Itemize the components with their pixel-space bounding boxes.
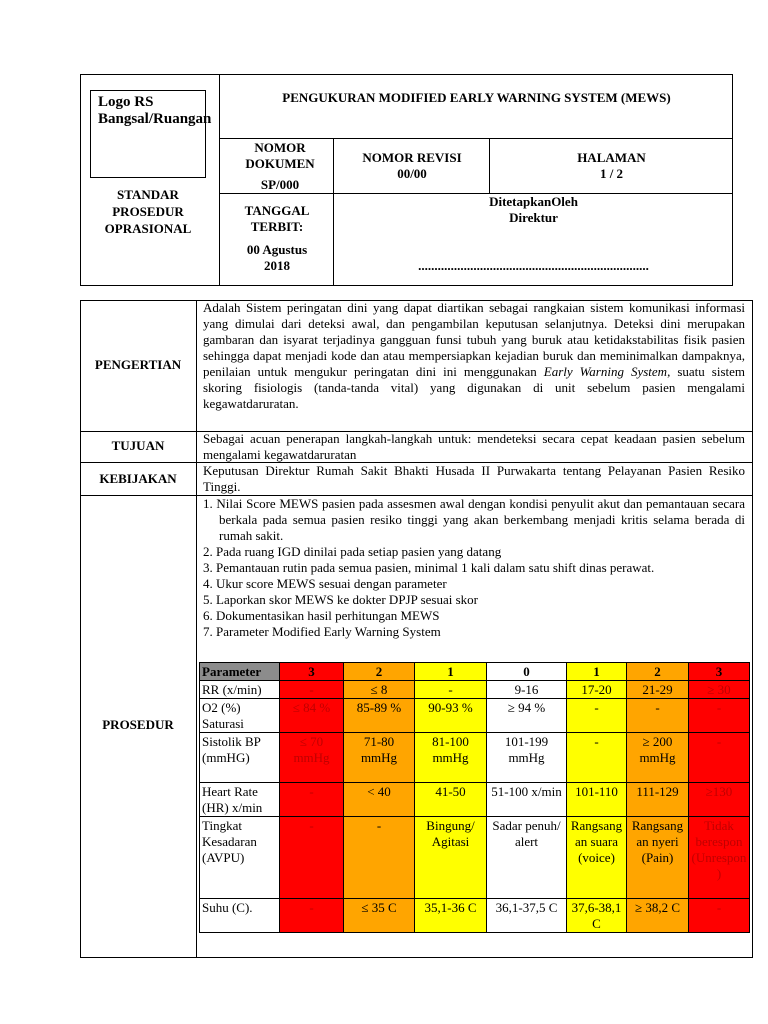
logo-text: Logo RS Bangsal/Ruangan [98,94,212,127]
pengertian-text: Adalah Sistem peringatan dini yang dapat diartikan sebagai rangkaian sistem komunikasi informasi yang dimulai dari deteksi awal, dan pengambilan keputusan selanjutnya. Deteksi dini merupakan gambaran dan isyarat terjadinya gangguan funsi tubuh yang buruk atau ketidakstabilitas fisik pasien sehingga dapat menjadi kode dan atau mempersiapkan kejadian buruk dan meminimalkan dampaknya, penilaian untuk mengukur peringatan dini ini menggunakan Early Warning System, suatu sistem skoring fisiologis (tanda-tanda vital) yang digunakan di unit sebelum pasien mengalami kegawatdaruratan. [203,300,745,411]
sop-label: STANDAR PROSEDUR OPRASIONAL [104,187,192,236]
mews-cell: ≥ 94 % [487,699,567,733]
mews-cell: RR (x/min) [200,681,280,699]
pengertian-italic: Early Warning System [543,364,668,379]
mews-cell: O2 (%) Saturasi [200,699,280,733]
mews-header-cell: 0 [487,663,567,681]
mews-cell: - [415,681,487,699]
kebijakan-label: KEBIJAKAN [99,471,177,486]
mews-row-kesadaran [200,817,750,899]
logo-box [90,90,212,178]
pengertian-label: PENGERTIAN [94,357,182,372]
mews-cell: - [280,681,344,699]
kebijakan-text: Keputusan Direktur Rumah Sakit Bhakti Husada II Purwakarta tentang Pelayanan Pasien Resiko Tinggi. [203,463,745,494]
mews-cell: - [280,783,344,817]
mews-cell: Rangsangan nyeri (Pain) [627,817,689,899]
halaman-label: HALAMAN [577,150,646,165]
mews-cell: - [567,733,627,783]
mews-cell: ≤ 70 mmHg [280,733,344,783]
document-title: PENGUKURAN MODIFIED EARLY WARNING SYSTEM (MEWS) [282,90,671,105]
mews-header-cell: 1 [415,663,487,681]
nomor-dokumen-label: NOMOR DOKUMEN [245,140,315,171]
mews-row-heart-rate [200,783,750,817]
mews-cell: Bingung/ Agitasi [415,817,487,899]
prosedur-step-list [203,496,745,640]
ditetapkan-oleh: DitetapkanOleh [489,194,578,209]
nomor-revisi-value: 00/00 [397,166,427,181]
mews-cell: Tidak berespon (Unrespon) [689,817,750,899]
mews-cell: 111-129 [627,783,689,817]
mews-cell: 37,6-38,1 C [567,899,627,933]
direktur-label: Direktur [509,210,558,225]
mews-cell: < 40 [344,783,415,817]
mews-cell: 35,1-36 C [415,899,487,933]
mews-cell: - [280,817,344,899]
mews-cell: - [689,733,750,783]
signature-line: ....................................................................... [418,258,649,273]
mews-cell: - [689,899,750,933]
mews-row-o2 [200,699,750,733]
mews-cell: Rangsangan suara (voice) [567,817,627,899]
mews-cell: 36,1-37,5 C [487,899,567,933]
mews-header-cell: 1 [567,663,627,681]
prosedur-step: 4. Ukur score MEWS sesuai dengan parameter [203,576,447,591]
mews-cell: - [689,699,750,733]
mews-header-cell: 2 [627,663,689,681]
mews-header-row [200,663,750,681]
mews-cell: ≥130 [689,783,750,817]
mews-cell: ≤ 8 [344,681,415,699]
mews-cell: Sistolik BP (mmHG) [200,733,280,783]
mews-cell: ≤ 35 C [344,899,415,933]
prosedur-steps [203,496,745,640]
prosedur-step: 1. Nilai Score MEWS pasien pada assesmen awal dengan kondisi penyulit akut dan pemantauan secara berkala pada semua pasien resiko tinggi yang akan berkembang menjadi kritis selama berada di rumah sakit. [203,496,745,543]
mews-header-cell: 3 [280,663,344,681]
mews-table [199,662,750,933]
mews-cell: 41-50 [415,783,487,817]
mews-cell: 17-20 [567,681,627,699]
mews-cell: ≥ 200 mmHg [627,733,689,783]
prosedur-label: PROSEDUR [102,717,174,732]
mews-cell: - [567,699,627,733]
mews-cell: - [280,899,344,933]
prosedur-step: 3. Pemantauan rutin pada semua pasien, minimal 1 kali dalam satu shift dinas perawat. [203,560,655,575]
mews-cell: 90-93 % [415,699,487,733]
prosedur-step: 7. Parameter Modified Early Warning System [203,624,441,639]
halaman-value: 1 / 2 [599,166,624,181]
prosedur-step: 6. Dokumentasikan hasil perhitungan MEWS [203,608,440,623]
mews-cell: ≤ 84 % [280,699,344,733]
tanggal-terbit-label: TANGGAL TERBIT: [244,203,310,234]
mews-row-rr [200,681,750,699]
mews-cell: ≥ 30 [689,681,750,699]
mews-cell: 51-100 x/min [487,783,567,817]
mews-cell: ≥ 38,2 C [627,899,689,933]
mews-header-cell: 3 [689,663,750,681]
mews-cell: 101-199 mmHg [487,733,567,783]
mews-cell: - [344,817,415,899]
nomor-dokumen-value: SP/000 [260,177,300,192]
tujuan-text: Sebagai acuan penerapan langkah-langkah untuk: mendeteksi secara cepat keadaan pasien sebelum mengalami kegawatdaruratan [203,431,745,462]
nomor-revisi-label: NOMOR REVISI [362,150,462,165]
mews-cell: 85-89 % [344,699,415,733]
mews-row-suhu [200,899,750,933]
prosedur-step: 2. Pada ruang IGD dinilai pada setiap pasien yang datang [203,544,502,559]
mews-cell: 81-100 mmHg [415,733,487,783]
mews-cell: Sadar penuh/ alert [487,817,567,899]
mews-header-cell: 2 [344,663,415,681]
mews-header-cell: Parameter [200,663,280,681]
mews-row-sistolik [200,733,750,783]
mews-cell: Suhu (C). [200,899,280,933]
mews-cell: Heart Rate (HR) x/min [200,783,280,817]
mews-cell: Tingkat Kesadaran (AVPU) [200,817,280,899]
header-divider-horizontal [219,138,733,139]
mews-cell: - [627,699,689,733]
mews-cell: 101-110 [567,783,627,817]
mews-cell: 9-16 [487,681,567,699]
body-divider-vertical [196,300,197,958]
tanggal-terbit-value: 00 Agustus 2018 [246,242,308,273]
mews-cell: 21-29 [627,681,689,699]
mews-cell: 71-80 mmHg [344,733,415,783]
prosedur-step: 5. Laporkan skor MEWS ke dokter DPJP sesuai skor [203,592,479,607]
tujuan-label: TUJUAN [111,438,165,453]
